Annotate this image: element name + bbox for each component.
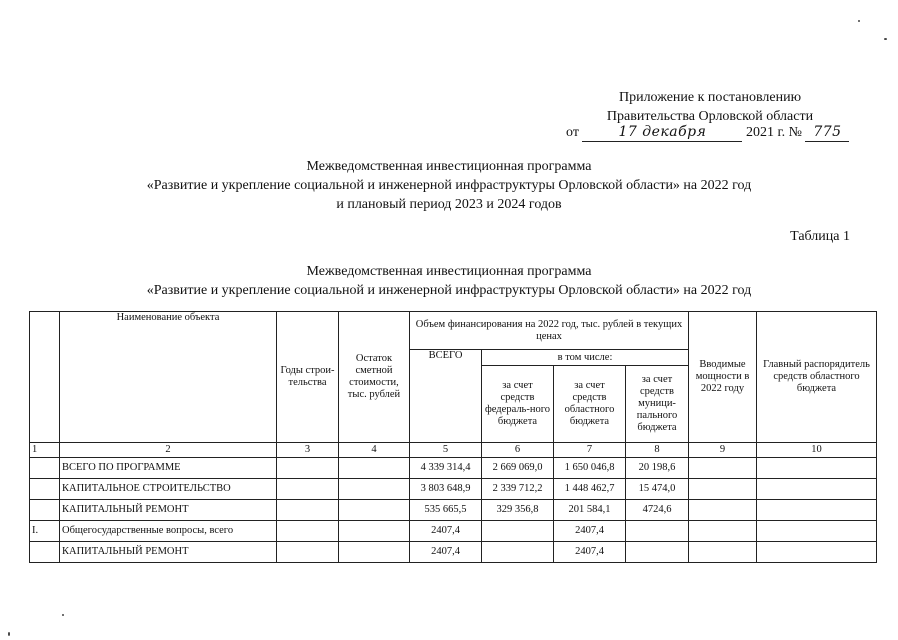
row-federal: 329 356,8 xyxy=(482,500,554,521)
row-federal xyxy=(482,521,554,542)
appendix-line-1: Приложение к постановлению xyxy=(618,90,802,105)
row-manager xyxy=(757,458,877,479)
header-index xyxy=(30,312,60,443)
date-handwritten-field xyxy=(582,124,742,142)
header-federal-funds: за счет средств федераль-ного бюджета xyxy=(482,366,554,443)
row-balance xyxy=(339,500,410,521)
table-row xyxy=(30,521,877,542)
row-balance xyxy=(339,479,410,500)
table-row xyxy=(30,500,877,521)
row-total: 2407,4 xyxy=(410,542,482,563)
row-capacity xyxy=(689,500,757,521)
table-title-line-1: Межведомственная инвестиционная программа xyxy=(306,264,592,279)
column-number: 1 xyxy=(30,443,60,458)
row-capacity xyxy=(689,521,757,542)
main-title-line-1: Межведомственная инвестиционная программа xyxy=(306,159,592,174)
row-capacity xyxy=(689,479,757,500)
row-total: 3 803 648,9 xyxy=(410,479,482,500)
row-years xyxy=(277,521,339,542)
row-federal xyxy=(482,542,554,563)
row-object-name: КАПИТАЛЬНОЕ СТРОИТЕЛЬСТВО xyxy=(60,479,277,500)
row-index xyxy=(30,542,60,563)
header-construction-years: Годы строи-тельства xyxy=(277,312,339,443)
row-municipal: 4724,6 xyxy=(626,500,689,521)
row-regional: 2407,4 xyxy=(554,542,626,563)
column-number: 3 xyxy=(277,443,339,458)
row-index xyxy=(30,479,60,500)
funding-table xyxy=(29,311,877,563)
table-row xyxy=(30,542,877,563)
row-total: 2407,4 xyxy=(410,521,482,542)
row-total: 4 339 314,4 xyxy=(410,458,482,479)
header-total: ВСЕГО xyxy=(410,350,482,443)
main-title xyxy=(0,157,898,214)
table-row xyxy=(30,458,877,479)
table-title xyxy=(0,262,898,300)
row-manager xyxy=(757,542,877,563)
date-prefix: от xyxy=(566,125,579,140)
row-municipal: 15 474,0 xyxy=(626,479,689,500)
table-title-line-2: «Развитие и укрепление социальной и инженерной инфраструктуры Орловской области» на 2022 год xyxy=(146,283,752,298)
number-handwritten-field xyxy=(805,124,849,142)
row-object-name: ВСЕГО ПО ПРОГРАММЕ xyxy=(60,458,277,479)
column-number: 4 xyxy=(339,443,410,458)
column-number: 6 xyxy=(482,443,554,458)
header-funding-volume: Объем финансирования на 2022 год, тыс. рублей в текущих ценах xyxy=(410,312,689,350)
main-title-line-3: и плановый период 2023 и 2024 годов xyxy=(336,197,562,212)
header-balance-estimate: Остаток сметной стоимости, тыс. рублей xyxy=(339,312,410,443)
row-balance xyxy=(339,458,410,479)
column-number-row xyxy=(30,443,877,458)
row-municipal xyxy=(626,521,689,542)
scan-speck xyxy=(858,20,860,22)
header-chief-manager: Главный распорядитель средств областного бюджета xyxy=(757,312,877,443)
row-regional: 201 584,1 xyxy=(554,500,626,521)
row-balance xyxy=(339,542,410,563)
row-regional: 1 650 046,8 xyxy=(554,458,626,479)
scan-speck xyxy=(884,38,887,40)
row-capacity xyxy=(689,458,757,479)
date-handwritten: 17 декабря xyxy=(618,124,707,140)
column-number: 8 xyxy=(626,443,689,458)
column-number: 2 xyxy=(60,443,277,458)
row-balance xyxy=(339,521,410,542)
row-capacity xyxy=(689,542,757,563)
row-manager xyxy=(757,500,877,521)
header-municipal-funds: за счет средств муници-пального бюджета xyxy=(626,366,689,443)
row-object-name: Общегосударственные вопросы, всего xyxy=(60,521,277,542)
column-number: 9 xyxy=(689,443,757,458)
table-label: Таблица 1 xyxy=(790,229,850,244)
row-regional: 2407,4 xyxy=(554,521,626,542)
column-number: 5 xyxy=(410,443,482,458)
scan-speck xyxy=(62,614,64,616)
row-years xyxy=(277,458,339,479)
scan-speck xyxy=(8,632,10,636)
appendix-line-2: Правительства Орловской области xyxy=(606,109,814,124)
row-years xyxy=(277,542,339,563)
row-federal: 2 339 712,2 xyxy=(482,479,554,500)
row-municipal: 20 198,6 xyxy=(626,458,689,479)
row-years xyxy=(277,479,339,500)
row-total: 535 665,5 xyxy=(410,500,482,521)
row-manager xyxy=(757,479,877,500)
number-handwritten: 775 xyxy=(813,124,842,140)
year-number-label: 2021 г. № xyxy=(745,125,802,140)
header-including: в том числе: xyxy=(482,350,689,366)
row-regional: 1 448 462,7 xyxy=(554,479,626,500)
row-federal: 2 669 069,0 xyxy=(482,458,554,479)
column-number: 10 xyxy=(757,443,877,458)
row-index xyxy=(30,458,60,479)
header-capacity: Вводимые мощности в 2022 году xyxy=(689,312,757,443)
row-index xyxy=(30,500,60,521)
column-number: 7 xyxy=(554,443,626,458)
appendix-block xyxy=(520,88,898,126)
header-regional-funds: за счет средств областного бюджета xyxy=(554,366,626,443)
row-object-name: КАПИТАЛЬНЫЙ РЕМОНТ xyxy=(60,500,277,521)
row-manager xyxy=(757,521,877,542)
row-years xyxy=(277,500,339,521)
row-object-name: КАПИТАЛЬНЫЙ РЕМОНТ xyxy=(60,542,277,563)
appendix-date-line xyxy=(566,124,849,142)
row-index: I. xyxy=(30,521,60,542)
table-row xyxy=(30,479,877,500)
row-municipal xyxy=(626,542,689,563)
header-object-name: Наименование объекта xyxy=(60,312,277,443)
main-title-line-2: «Развитие и укрепление социальной и инженерной инфраструктуры Орловской области» на 2022 год xyxy=(146,178,752,193)
